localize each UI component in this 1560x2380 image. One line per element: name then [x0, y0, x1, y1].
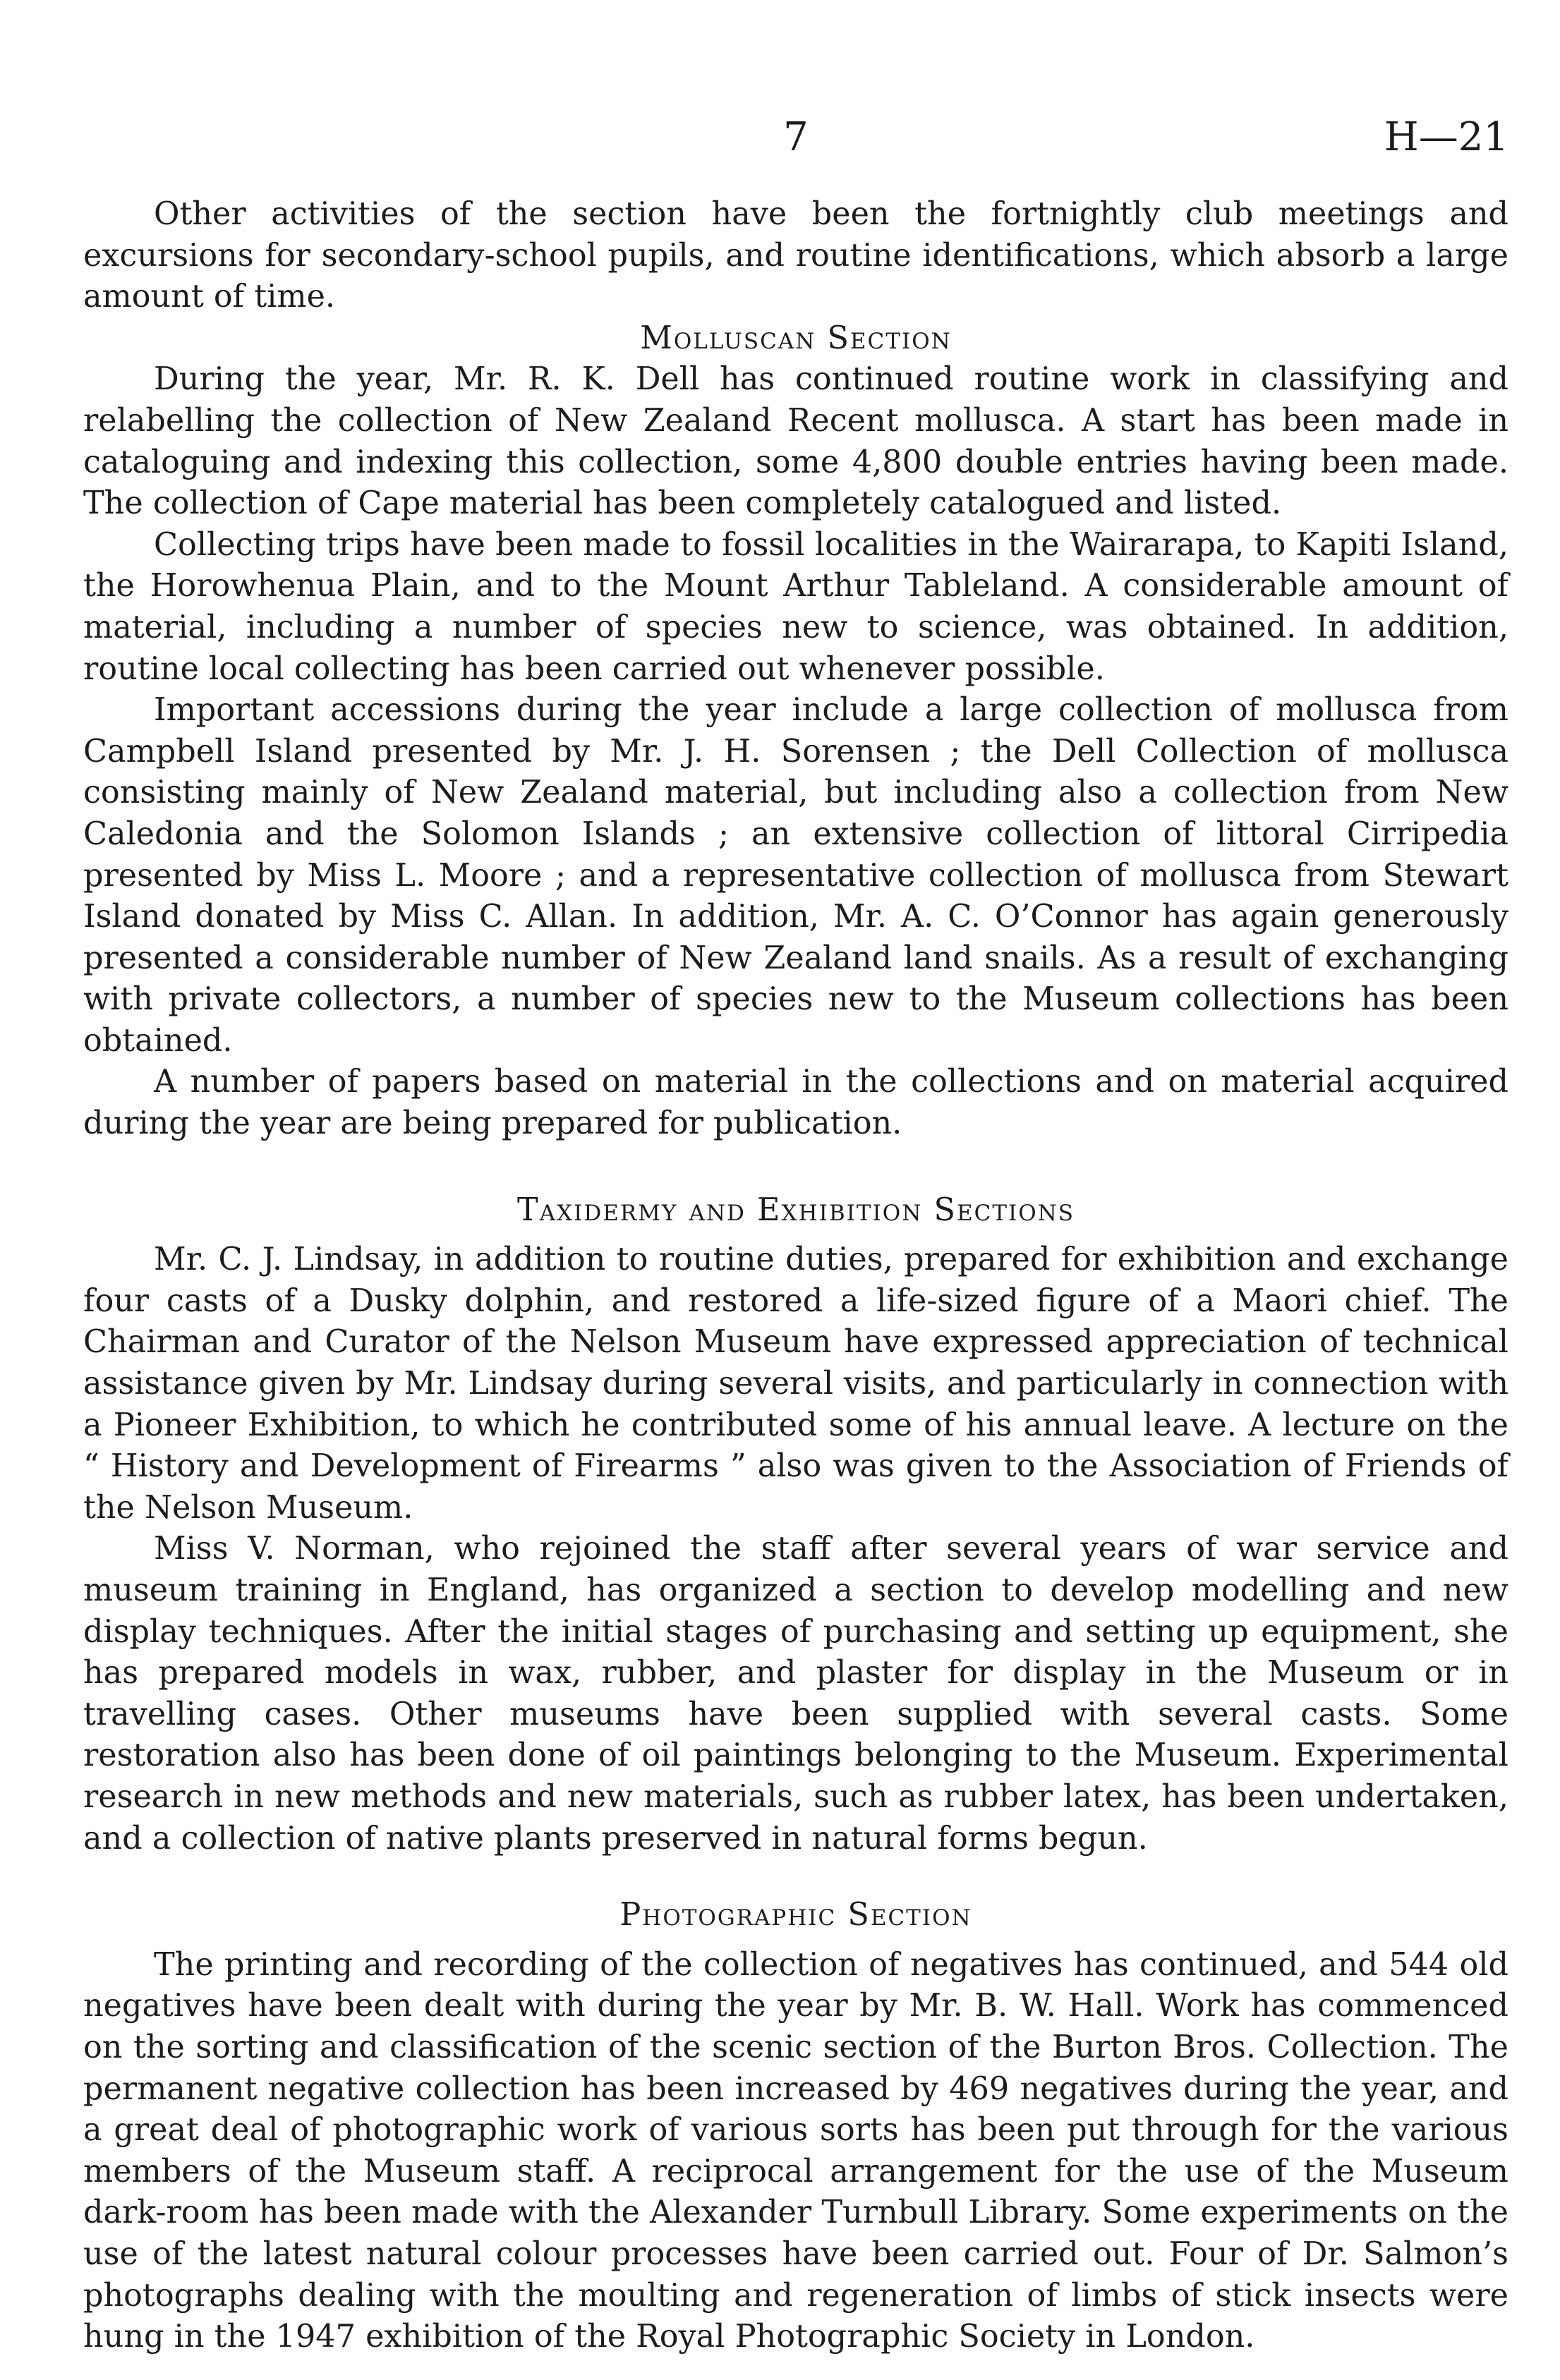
page-number: 7: [783, 114, 809, 160]
photographic-section-heading: Photographic Section: [619, 1897, 972, 1933]
molluscan-paragraph-2: Collecting trips have been made to fossil localities in the Wairarapa, to Kapiti Island, the Horowhenua Plain, and to the Mount Arthur Tableland. A considerable amount of material, including a number of species new to science, was obtained. In addition, routine local collecting has been carried out whenever possible.: [83, 526, 1508, 687]
taxidermy-paragraph-1: Mr. C. J. Lindsay, in addition to routine duties, prepared for exhibition and exchange four casts of a Dusky dolphin, and restored a life-sized figure of a Maori chief. The Chairman and Curator of the Nelson Museum have expressed appreciation of technical assistance given by Mr. Lindsay during several visits, and particularly in connection with a Pioneer Exhibition, to which he contributed some of his annual leave. A lecture on the “ History and Development of Firearms ” also was given to the Association of Friends of the Nelson Museum.: [83, 1241, 1508, 1526]
taxidermy-paragraph-2: Miss V. Norman, who rejoined the staff after several years of war service and museum training in England, has organized a section to develop modelling and new display techniques. After the initial stages of purchasing and setting up equipment, she has prepared models in wax, rubber, and plaster for display in the Museum or in travelling cases. Other museums have been supplied with several casts. Some restoration also has been done of oil paintings belonging to the Museum. Experimental research in new methods and new materials, such as rubber latex, has been undertaken, and a collection of native plants preserved in natural forms begun.: [83, 1531, 1508, 1857]
page-header: [83, 109, 1508, 166]
molluscan-paragraph-1: During the year, Mr. R. K. Dell has continued routine work in classifying and relabelling the collection of New Zealand Recent mollusca. A start has been made in cataloguing and indexing this collection, some 4,800 double entries having been made. The collection of Cape material has been completely catalogued and listed.: [83, 361, 1508, 522]
molluscan-section-heading: Molluscan Section: [640, 320, 952, 356]
intro-paragraph: Other activities of the section have been the fortnightly club meetings and excursions for secondary-school pupils, and routine identifications, which absorb a large amount of time.: [83, 196, 1508, 315]
molluscan-paragraph-4: A number of papers based on material in the collections and on material acquired during the year are being prepared for publication.: [83, 1064, 1508, 1142]
taxidermy-section-heading: Taxidermy and Exhibition Sections: [516, 1191, 1075, 1228]
photographic-paragraph-1: The printing and recording of the collection of negatives has continued, and 544 old negatives have been dealt with during the year by Mr. B. W. Hall. Work has commenced on the sorting and classification of the scenic section of the Burton Bros. Collection. The permanent negative collection has been increased by 469 negatives during the year, and a great deal of photographic work of various sorts has been put through for the various members of the Museum staff. A reciprocal arrangement for the use of the Museum dark-room has been made with the Alexander Turnbull Library. Some experiments on the use of the latest natural colour processes have been carried out. Four of Dr. Salmon’s photographs dealing with the moulting and regeneration of limbs of stick insects were hung in the 1947 exhibition of the Royal Photographic Society in London.: [83, 1946, 1508, 2355]
molluscan-paragraph-3: Important accessions during the year include a large collection of mollusca from Campbell Island presented by Mr. J. H. Sorensen ; the Dell Collection of mollusca consisting mainly of New Zealand material, but including also a collection from New Caledonia and the Solomon Islands ; an extensive collection of littoral Cirripedia presented by Miss L. Moore ; and a representative collection of mollusca from Stewart Island donated by Miss C. Allan. In addition, Mr. A. C. O’Connor has again generously presented a considerable number of New Zealand land snails. As a result of exchanging with private collectors, a number of species new to the Museum collections has been obtained.: [83, 692, 1508, 1059]
document-body: [83, 194, 1508, 2358]
document-reference: H—21: [1384, 114, 1508, 160]
